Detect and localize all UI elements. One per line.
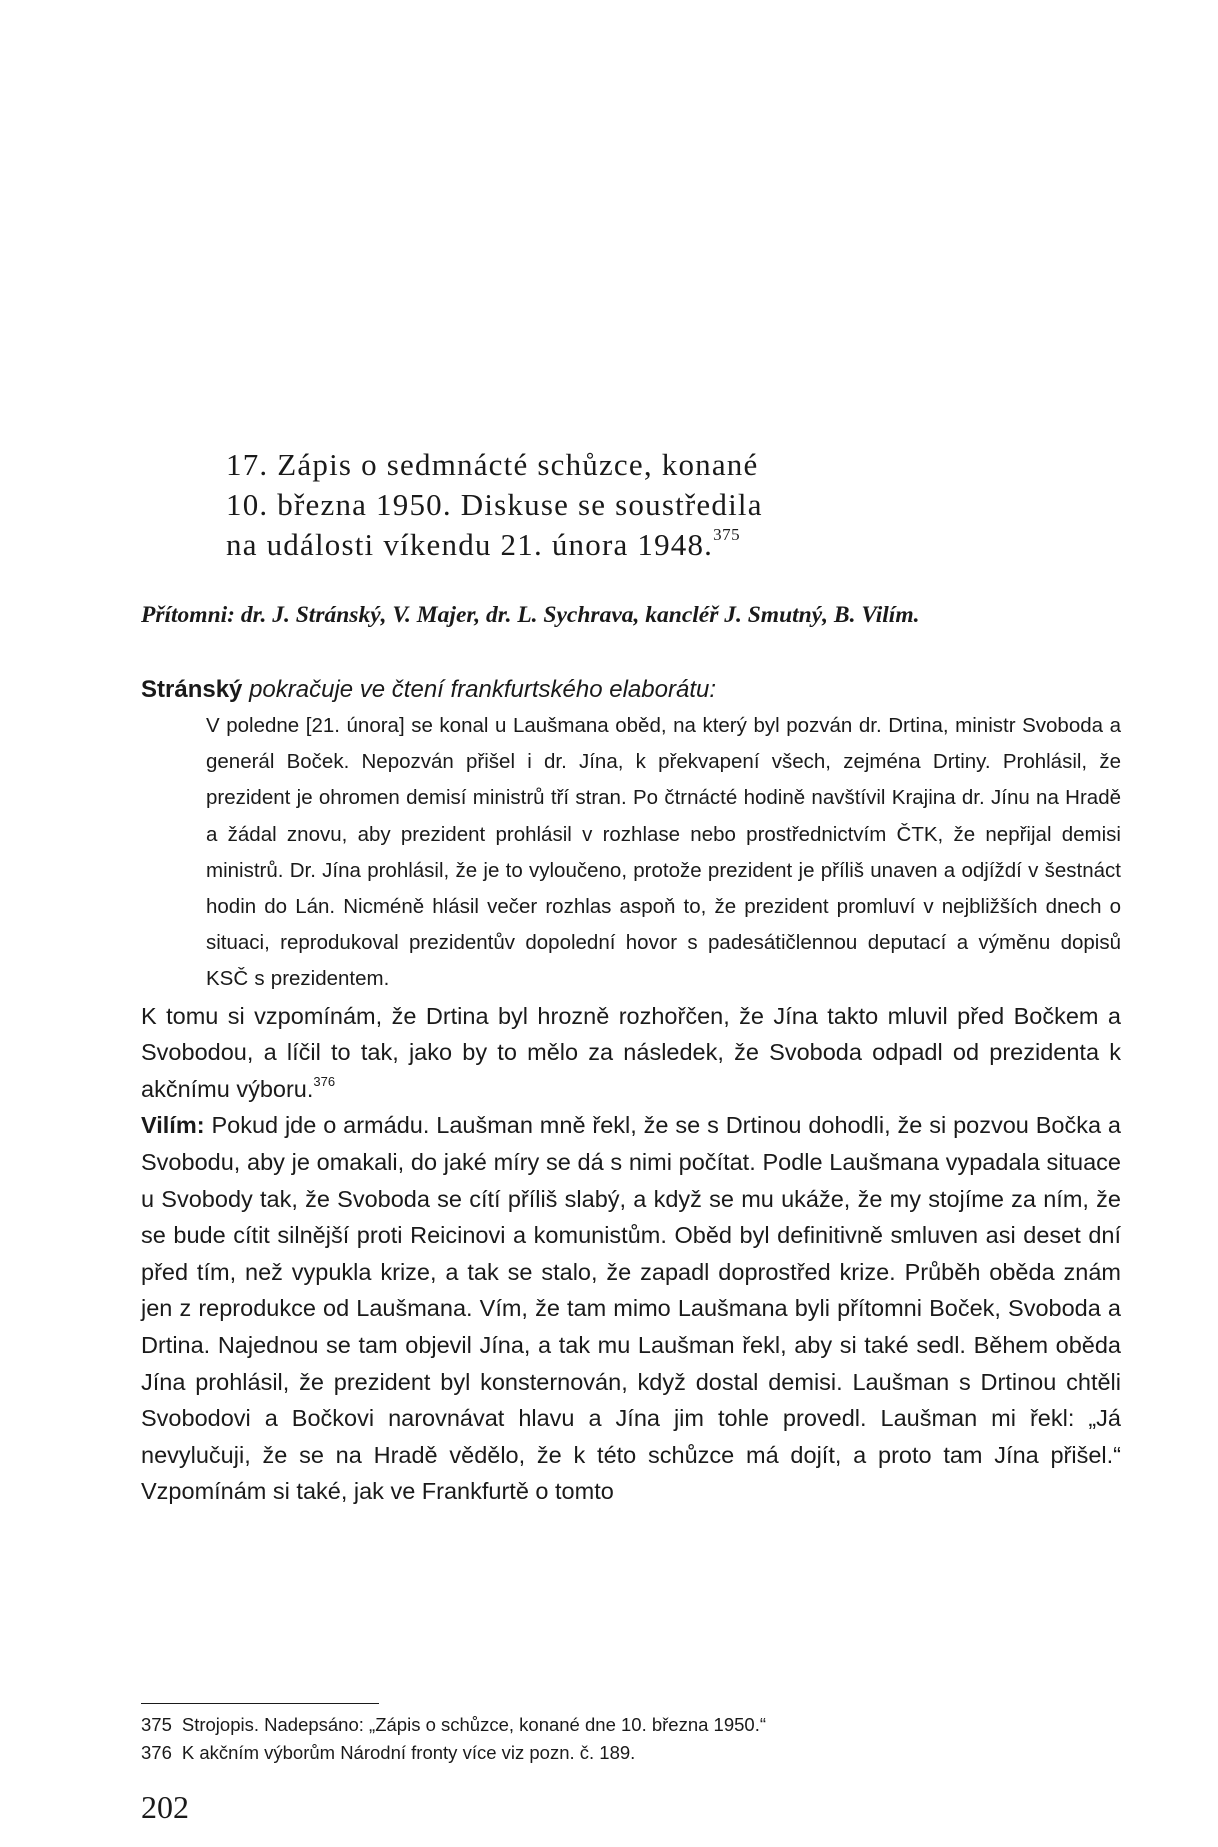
- footnote-text: Strojopis. Nadepsáno: „Zápis o schůzce, konané dne 10. března 1950.“: [181, 1714, 767, 1735]
- chapter-footnote-ref: 375: [713, 525, 741, 544]
- speaker-intro: [141, 672, 1121, 708]
- chapter-heading-line-3-text: na události víkendu 21. února 1948.: [226, 527, 714, 562]
- chapter-heading-line-3: [226, 525, 1096, 565]
- chapter-heading-line-2: 10. března 1950. Diskuse se soustředila: [226, 487, 763, 522]
- speaker-intro-text: pokračuje ve čtení frankfurtského elaborátu:: [249, 676, 716, 703]
- footnote-text: K akčním výborům Národní fronty více viz pozn. č. 189.: [181, 1742, 636, 1763]
- chapter-heading: [226, 445, 1096, 565]
- attendees-line: Přítomni: dr. J. Stránský, V. Majer, dr. L. Sychrava, kancléř J. Smutný, B. Vilím.: [141, 602, 920, 628]
- body-text: [141, 998, 1121, 1510]
- paragraph-drtina-text: K tomu si vzpomínám, že Drtina byl hrozně rozhořčen, že Jína takto mluvil před Bočkem a Svobodou, a líčil to tak, jako by to mělo za následek, že Svoboda odpadl od prezidenta k akčnímu výboru.: [141, 1002, 1121, 1102]
- footnote-375: [141, 1711, 1121, 1739]
- footnote-number: 375: [141, 1714, 172, 1735]
- paragraph-drtina: [141, 998, 1121, 1108]
- footnote-number: 376: [141, 1742, 172, 1763]
- main-text-block: [141, 672, 1121, 1510]
- speaker-name-vilim: Vilím:: [141, 1112, 205, 1139]
- footnotes: [141, 1711, 1121, 1767]
- page-number: 202: [141, 1789, 189, 1825]
- block-quote: V poledne [21. února] se konal u Laušmana oběd, na který byl pozván dr. Drtina, ministr Svoboda a generál Boček. Nepozván přišel i dr. Jína, k překvapení všech, zejména Drtiny. Prohlásil, že prezident je ohromen demisí ministrů tří stran. Po čtrnácté hodině navštívil Krajina dr. Jínu na Hradě a žádal znovu, aby prezident prohlásil v rozhlase nebo prostřednictvím ČTK, že nepřijal demisi ministrů. Dr. Jína prohlásil, že je to vyloučeno, protože prezident je příliš unaven a odjíždí v šestnáct hodin do Lán. Nicméně hlásil večer rozhlas aspoň to, že prezident promluví v nejbližších dnech o situaci, reprodukoval prezidentův dopolední hovor s padesátičlennou deputací a výměnu dopisů KSČ s prezidentem.: [206, 714, 1121, 991]
- paragraph-vilim-text: Pokud jde o armádu. Laušman mně řekl, že se s Drtinou dohodli, že si pozvou Bočka a Svobodu, aby je omakali, do jaké míry se dá s nimi počítat. Podle Laušmana vypadala situace u Svobody tak, že Svoboda se cítí příliš slabý, a když se mu ukáže, že my stojíme za ním, že se bude cítit silnější proti Reicinovi a komunistům. Oběd byl definitivně smluven asi deset dní před tím, než vypukla krize, a tak se stalo, že zapadl doprostřed krize. Průběh oběda znám jen z reprodukce od Laušmana. Vím, že tam mimo Laušmana byli přítomni Boček, Svoboda a Drtina. Najednou se tam objevil Jína, a tak mu Laušman řekl, aby si také sedl. Během oběda Jína prohlásil, že prezident byl konsternován, když dostal demisi. Laušman s Drtinou chtěli Svobodovi a Bočkovi narovnávat hlavu a Jína jim tohle provedl. Laušman mi řekl: „Já nevylučuji, že se na Hradě vědělo, že k této schůzce má dojít, a proto tam Jína přišel.“ Vzpomínám si také, jak ve Frankfurtě o tomto: [141, 1112, 1122, 1505]
- chapter-heading-line-1: 17. Zápis o sedmnácté schůzce, konané: [226, 447, 759, 482]
- footnote-divider: [141, 1703, 379, 1704]
- paragraph-vilim: [141, 1107, 1121, 1510]
- speaker-name-stransky: Stránský: [141, 676, 243, 703]
- footnote-ref-376: 376: [313, 1073, 336, 1089]
- footnote-376: [141, 1739, 1121, 1767]
